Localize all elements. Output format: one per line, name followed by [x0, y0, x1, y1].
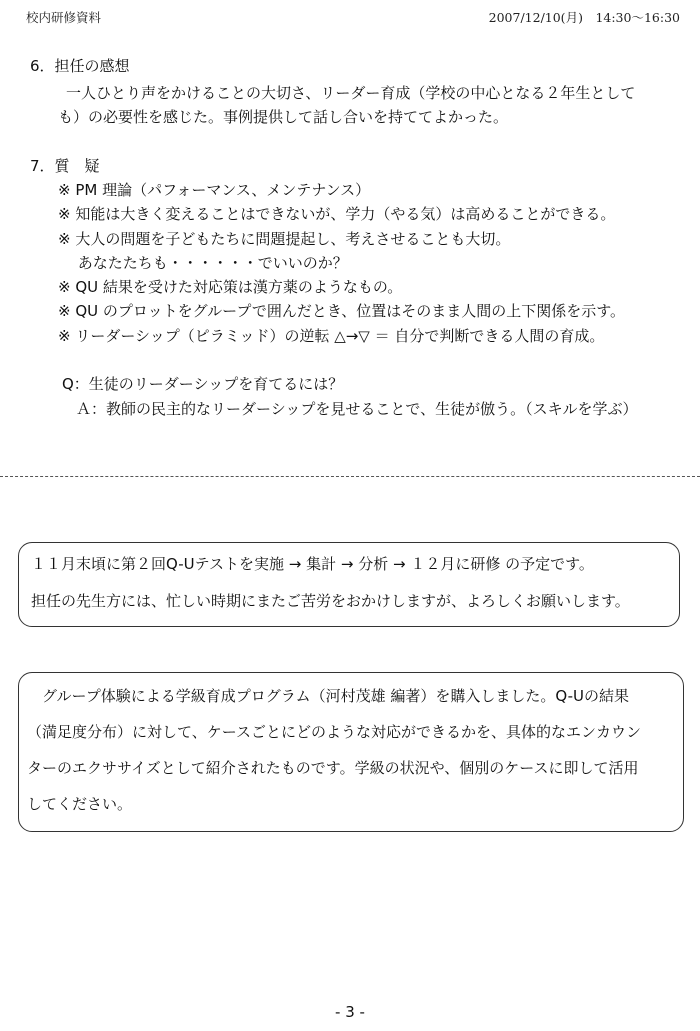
- section6-heading: 6．担任の感想: [30, 57, 130, 75]
- section6-line-2: も）の必要性を感じた。事例提供して話し合いを持ててよかった。: [58, 108, 509, 126]
- section6-line-1: 一人ひとり声をかけることの大切さ、リーダー育成（学校の中心となる２年生として: [66, 84, 636, 102]
- section7-question: Q：生徒のリーダーシップを育てるには？: [62, 375, 344, 393]
- section7-item-3-cont: あなたたちも・・・・・・でいいのか？: [58, 254, 348, 272]
- section7-item-2: ※ 知能は大きく変えることはできないが、学力（やる気）は高めることができる。: [58, 205, 616, 223]
- program-line-4: してください。: [27, 795, 133, 813]
- notice-line-2: 担任の先生方には、忙しい時期にまたご苦労をおかけしますが、よろしくお願いします。: [31, 592, 630, 610]
- header-doc-title: 校内研修資料: [26, 10, 102, 25]
- program-line-2: （満足度分布）に対して、ケースごとにどのような対応ができるかを、具体的なエンカウン: [27, 723, 641, 741]
- section7-heading: 7．質 疑: [30, 157, 100, 175]
- header-date-time: 2007/12/10(月) 14:30〜16:30: [488, 10, 680, 25]
- section7-answer: Ａ：教師の民主的なリーダーシップを見せることで、生徒が倣う。（スキルを学ぶ）: [76, 400, 638, 418]
- dashed-divider: [0, 476, 700, 477]
- program-box: [18, 672, 684, 832]
- program-line-3: ターのエクササイズとして紹介されたものです。学級の状況や、個別のケースに即して活用: [27, 759, 639, 777]
- notice-line-1: １１月末頃に第２回Q-Uテストを実施 → 集計 → 分析 → １２月に研修 の予定です。: [31, 555, 594, 573]
- notice-box: [18, 542, 680, 627]
- program-line-1: グループ体験による学級育成プログラム（河村茂雄 編著）を購入しました。Q-Uの結果: [27, 687, 630, 705]
- section7-item-3: ※ 大人の問題を子どもたちに問題提起し、考えさせることも大切。: [58, 230, 511, 248]
- page-number: - 3 -: [335, 1003, 365, 1021]
- section7-item-1: ※ PM 理論（パフォーマンス、メンテナンス）: [58, 181, 371, 199]
- section7-item-4: ※ QU 結果を受けた対応策は漢方薬のようなもの。: [58, 278, 403, 296]
- section7-item-5: ※ QU のプロットをグループで囲んだとき、位置はそのまま人間の上下関係を示す。: [58, 302, 626, 320]
- section7-item-6: ※ リーダーシップ（ピラミッド）の逆転 △→▽ ＝ 自分で判断できる人間の育成。: [58, 327, 605, 345]
